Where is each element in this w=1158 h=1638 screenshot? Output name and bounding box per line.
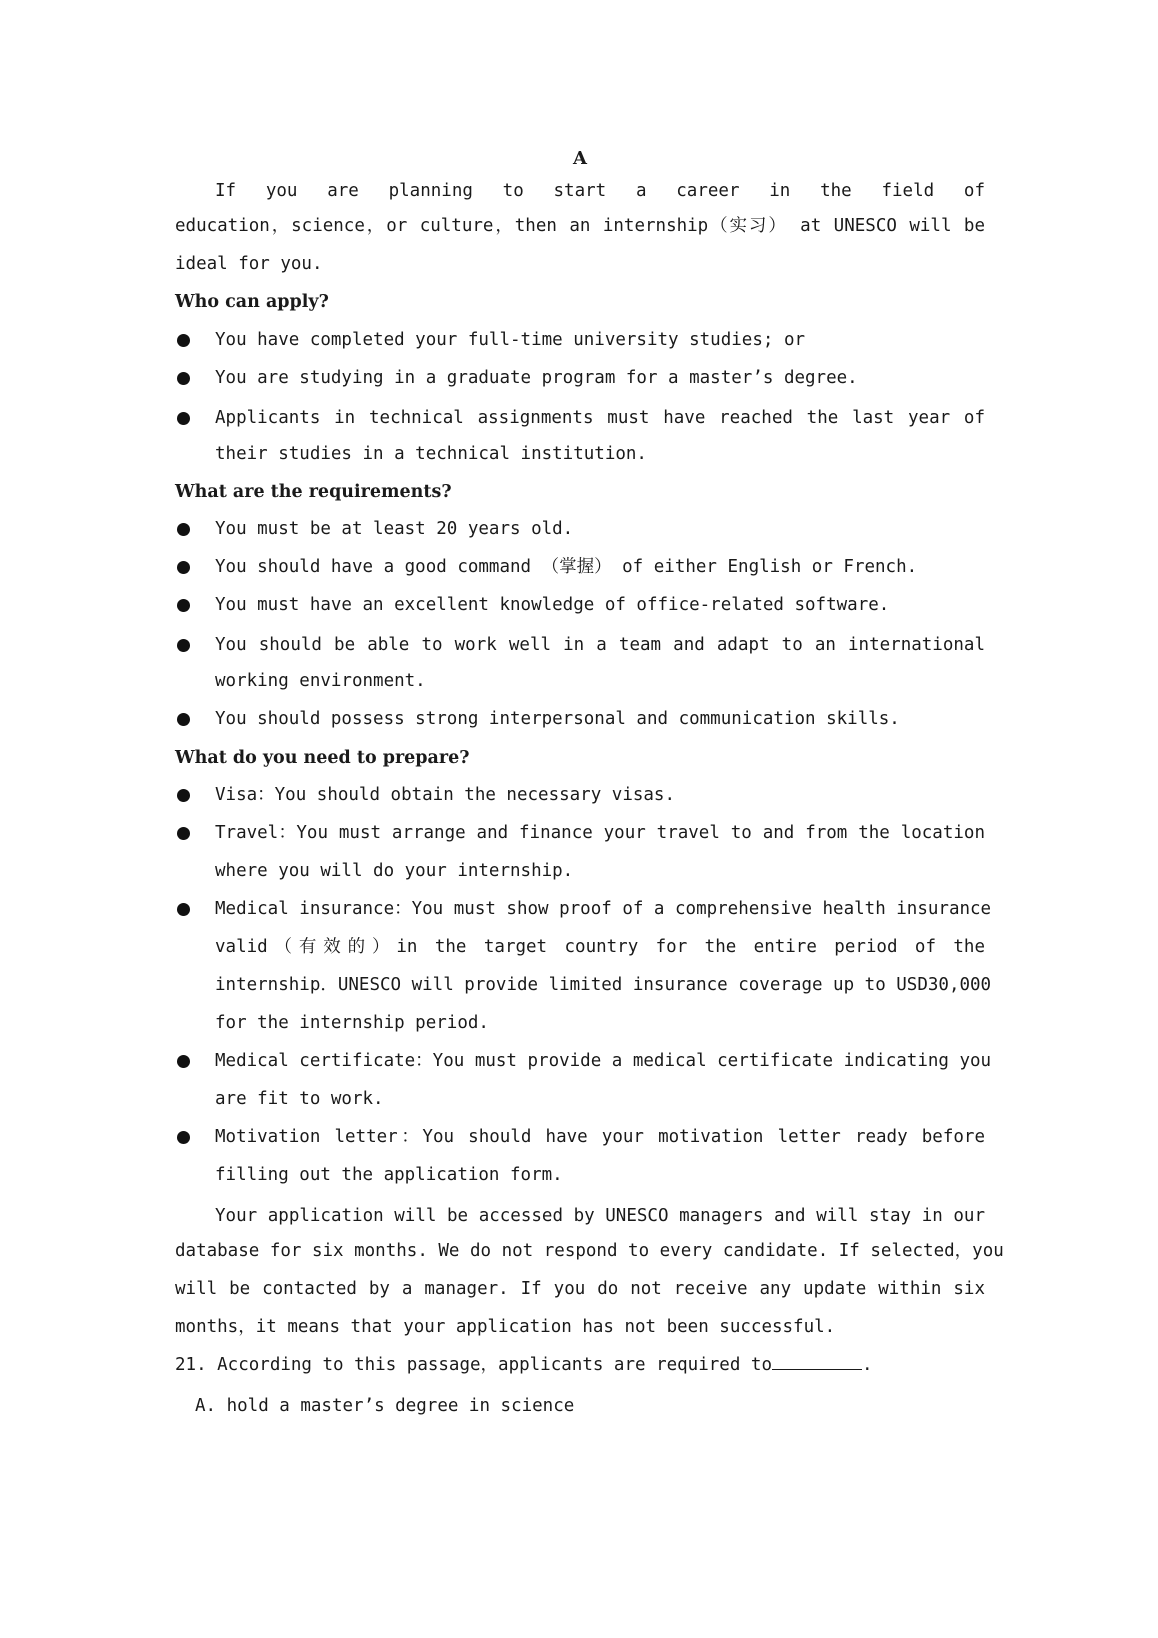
list-item: Applicants in technical assignments must have reached the last year of bbox=[215, 408, 985, 428]
list-item: You should be able to work well in a team and adapt to an international bbox=[215, 635, 985, 655]
passage-title: A bbox=[573, 148, 587, 169]
intro-line-1: If you are planning to start a career in the field of bbox=[215, 181, 985, 201]
heading-who-can-apply: Who can apply? bbox=[175, 292, 329, 312]
list-item: You are studying in a graduate program for a master’s degree. bbox=[215, 368, 858, 388]
question-end: . bbox=[861, 1355, 873, 1375]
bullet-icon bbox=[177, 789, 190, 802]
question-stem: 21. According to this passage，applicants are required to bbox=[175, 1355, 772, 1375]
intro-line-2: education，science，or culture，then an internship（实习） at UNESCO will be bbox=[175, 216, 985, 236]
closing-line-4: months，it means that your application has not been successful. bbox=[175, 1317, 836, 1337]
bullet-icon bbox=[177, 1131, 190, 1144]
option-a: A. hold a master’s degree in science bbox=[195, 1396, 575, 1416]
list-item-continuation: valid（有效的）in the target country for the entire period of the bbox=[215, 937, 985, 957]
bullet-icon bbox=[177, 827, 190, 840]
bullet-icon bbox=[177, 713, 190, 726]
bullet-icon bbox=[177, 599, 190, 612]
list-item-continuation: are fit to work. bbox=[215, 1089, 384, 1109]
bullet-icon bbox=[177, 903, 190, 916]
document-page bbox=[175, 0, 1004, 1638]
list-item: Medical certificate：You must provide a medical certificate indicating you bbox=[215, 1051, 992, 1071]
intro-line-3: ideal for you. bbox=[175, 254, 323, 274]
bullet-icon bbox=[177, 412, 190, 425]
heading-requirements: What are the requirements? bbox=[175, 482, 452, 502]
list-item: You should have a good command （掌握） of either English or French. bbox=[215, 557, 918, 577]
list-item-continuation: internship．UNESCO will provide limited insurance coverage up to USD30,000 bbox=[215, 975, 992, 995]
question-21 bbox=[175, 1353, 985, 1377]
closing-line-1: Your application will be accessed by UNESCO managers and will stay in our bbox=[215, 1206, 985, 1226]
list-item-continuation: their studies in a technical institution. bbox=[215, 444, 647, 464]
list-item: Motivation letter：You should have your motivation letter ready before bbox=[215, 1127, 985, 1147]
list-item: Visa：You should obtain the necessary visas. bbox=[215, 785, 676, 805]
heading-prepare: What do you need to prepare? bbox=[175, 748, 470, 768]
list-item: You must have an excellent knowledge of office-related software. bbox=[215, 595, 890, 615]
list-item: Travel：You must arrange and finance your travel to and from the location bbox=[215, 823, 985, 843]
bullet-icon bbox=[177, 334, 190, 347]
bullet-icon bbox=[177, 1055, 190, 1068]
closing-line-3: will be contacted by a manager. If you do not receive any update within six bbox=[175, 1279, 985, 1299]
answer-blank bbox=[772, 1353, 862, 1370]
list-item-continuation: where you will do your internship. bbox=[215, 861, 574, 881]
bullet-icon bbox=[177, 372, 190, 385]
closing-line-2: database for six months. We do not respond to every candidate. If selected，you bbox=[175, 1241, 1004, 1261]
list-item: Medical insurance：You must show proof of a comprehensive health insurance bbox=[215, 899, 992, 919]
list-item: You must be at least 20 years old. bbox=[215, 519, 574, 539]
bullet-icon bbox=[177, 639, 190, 652]
list-item-continuation: for the internship period. bbox=[215, 1013, 489, 1033]
bullet-icon bbox=[177, 523, 190, 536]
list-item-continuation: working environment. bbox=[215, 671, 426, 691]
list-item: You have completed your full-time university studies; or bbox=[215, 330, 806, 350]
bullet-icon bbox=[177, 561, 190, 574]
list-item: You should possess strong interpersonal and communication skills. bbox=[215, 709, 900, 729]
list-item-continuation: filling out the application form. bbox=[215, 1165, 563, 1185]
